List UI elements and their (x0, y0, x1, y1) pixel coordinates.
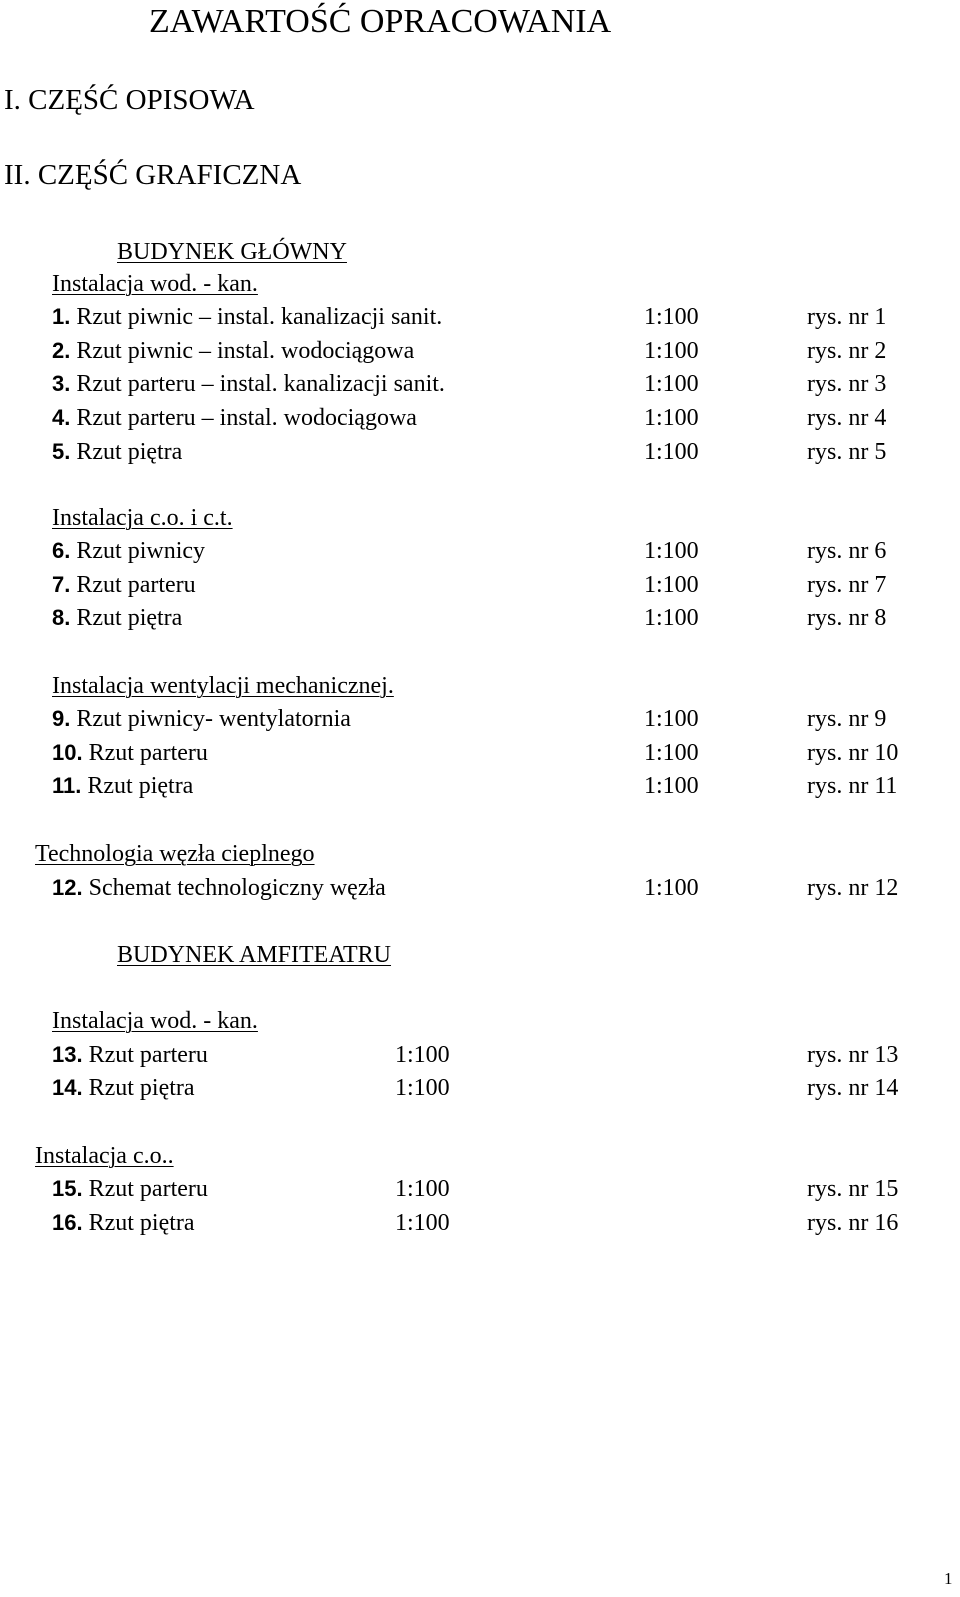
item-label: Rzut piętra (88, 1210, 195, 1236)
item-drawing-ref: rys. nr 2 (807, 338, 887, 364)
item-label: Rzut piwnicy (76, 538, 206, 564)
item-label: Rzut parteru (88, 1042, 208, 1068)
item-drawing-ref: rys. nr 11 (807, 773, 898, 799)
item-scale: 1:100 (644, 875, 699, 901)
item-drawing-ref: rys. nr 6 (807, 538, 887, 564)
item-label: Rzut piętra (88, 1075, 195, 1101)
list-item-4 (52, 406, 417, 430)
amphitheatre-heading: BUDYNEK AMFITEATRU (117, 942, 392, 968)
list-item-16 (52, 1211, 195, 1235)
list-item-12 (52, 876, 386, 900)
item-number: 1. (52, 304, 71, 329)
list-item-8 (52, 606, 182, 630)
list-item-5 (52, 440, 182, 464)
list-item-3 (52, 372, 445, 396)
item-label: Rzut parteru – instal. kanalizacji sanit. (76, 371, 445, 397)
list-item-15 (52, 1177, 208, 1201)
item-scale: 1:100 (395, 1075, 450, 1101)
item-number: 13. (52, 1042, 83, 1067)
page-number: 1 (944, 1569, 953, 1588)
ventilation-heading: Instalacja wentylacji mechanicznej. (52, 673, 394, 699)
page-title: ZAWARTOŚĆ OPRACOWANIA (149, 3, 612, 40)
item-drawing-ref: rys. nr 7 (807, 572, 887, 598)
item-scale: 1:100 (395, 1210, 450, 1236)
item-number: 12. (52, 875, 83, 900)
list-item-2 (52, 339, 414, 363)
item-drawing-ref: rys. nr 12 (807, 875, 899, 901)
item-scale: 1:100 (395, 1176, 450, 1202)
item-drawing-ref: rys. nr 4 (807, 405, 887, 431)
item-scale: 1:100 (644, 538, 699, 564)
heating-heading: Instalacja c.o. i c.t. (52, 505, 233, 531)
part-descriptive-heading: I. CZĘŚĆ OPISOWA (4, 84, 255, 116)
item-label: Rzut piętra (76, 605, 183, 631)
heat-node-heading: Technologia węzła cieplnego (35, 841, 315, 867)
item-drawing-ref: rys. nr 13 (807, 1042, 899, 1068)
item-number: 14. (52, 1075, 83, 1100)
list-item-14 (52, 1076, 195, 1100)
item-drawing-ref: rys. nr 15 (807, 1176, 899, 1202)
item-drawing-ref: rys. nr 5 (807, 439, 887, 465)
item-number: 2. (52, 338, 71, 363)
item-number: 8. (52, 605, 71, 630)
item-number: 4. (52, 405, 71, 430)
item-number: 9. (52, 706, 71, 731)
item-drawing-ref: rys. nr 3 (807, 371, 887, 397)
water-sewage-heading: Instalacja wod. - kan. (52, 271, 258, 297)
item-number: 16. (52, 1210, 83, 1235)
item-drawing-ref: rys. nr 16 (807, 1210, 899, 1236)
item-label: Rzut parteru – instal. wodociągowa (76, 405, 417, 431)
item-scale: 1:100 (644, 304, 699, 330)
item-scale: 1:100 (395, 1042, 450, 1068)
item-scale: 1:100 (644, 605, 699, 631)
amphitheatre-water-heading: Instalacja wod. - kan. (52, 1008, 258, 1034)
item-number: 3. (52, 371, 71, 396)
item-number: 10. (52, 740, 83, 765)
item-label: Rzut piętra (76, 439, 183, 465)
item-label: Rzut parteru (88, 740, 208, 766)
list-item-1 (52, 305, 442, 329)
item-label: Rzut parteru (76, 572, 196, 598)
list-item-9 (52, 707, 351, 731)
item-scale: 1:100 (644, 740, 699, 766)
item-number: 11. (52, 773, 82, 798)
item-scale: 1:100 (644, 405, 699, 431)
item-label: Rzut parteru (88, 1176, 208, 1202)
list-item-7 (52, 573, 196, 597)
amphitheatre-heating-heading: Instalacja c.o.. (35, 1143, 174, 1169)
item-scale: 1:100 (644, 338, 699, 364)
list-item-6 (52, 539, 205, 563)
item-drawing-ref: rys. nr 9 (807, 706, 887, 732)
item-number: 7. (52, 572, 71, 597)
item-label: Rzut piętra (87, 773, 194, 799)
item-number: 15. (52, 1176, 83, 1201)
main-building-heading: BUDYNEK GŁÓWNY (117, 239, 347, 265)
item-scale: 1:100 (644, 572, 699, 598)
item-label: Rzut piwnicy- wentylatornia (76, 706, 351, 732)
item-scale: 1:100 (644, 773, 699, 799)
item-drawing-ref: rys. nr 8 (807, 605, 887, 631)
item-scale: 1:100 (644, 706, 699, 732)
item-drawing-ref: rys. nr 1 (807, 304, 887, 330)
item-label: Rzut piwnic – instal. wodociągowa (76, 338, 415, 364)
item-number: 5. (52, 439, 71, 464)
item-scale: 1:100 (644, 439, 699, 465)
item-drawing-ref: rys. nr 10 (807, 740, 899, 766)
list-item-11 (52, 774, 193, 798)
list-item-10 (52, 741, 208, 765)
item-scale: 1:100 (644, 371, 699, 397)
item-label: Schemat technologiczny węzła (88, 875, 386, 901)
item-label: Rzut piwnic – instal. kanalizacji sanit. (76, 304, 443, 330)
list-item-13 (52, 1043, 208, 1067)
part-graphic-heading: II. CZĘŚĆ GRAFICZNA (4, 159, 302, 191)
item-drawing-ref: rys. nr 14 (807, 1075, 899, 1101)
item-number: 6. (52, 538, 71, 563)
